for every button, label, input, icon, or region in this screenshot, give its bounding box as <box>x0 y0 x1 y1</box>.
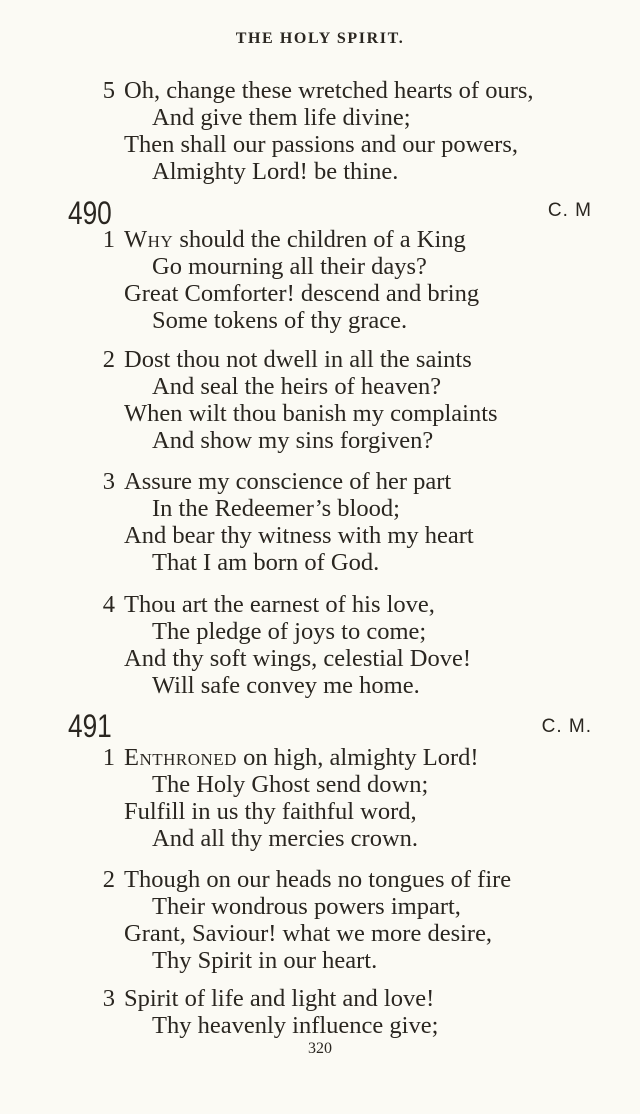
verse-line: And all thy mercies crown. <box>152 825 419 852</box>
verse-line: And show my sins forgiven? <box>152 427 434 454</box>
verse-line: Though on our heads no tongues of fire <box>124 866 512 893</box>
verse-number: 3 <box>102 985 115 1012</box>
verse-line: Thy heavenly influence give; <box>152 1012 439 1039</box>
verse-line: Thy Spirit in our heart. <box>152 947 378 974</box>
verse-line: Oh, change these wretched hearts of ours, <box>124 77 534 104</box>
verse-number: 2 <box>102 866 115 893</box>
verse-line: And bear thy witness with my heart <box>124 522 474 549</box>
verse-line-rest: on high, almighty Lord! <box>236 744 479 771</box>
verse-line <box>124 746 479 771</box>
verse-number: 4 <box>102 591 115 618</box>
verse-line: That I am born of God. <box>152 549 380 576</box>
verse-line: Grant, Saviour! what we more desire, <box>124 920 493 947</box>
verse-line: Will safe convey me home. <box>152 672 420 699</box>
verse-line: Their wondrous powers impart, <box>152 893 461 920</box>
verse-line: Assure my conscience of her part <box>124 468 452 495</box>
verse-line: The pledge of joys to come; <box>152 618 427 645</box>
hymn-number: 490 <box>68 195 112 231</box>
verse-number: 5 <box>102 77 115 104</box>
verse-first-word: Enthroned <box>124 744 237 771</box>
verse-line: And thy soft wings, celestial Dove! <box>124 645 472 672</box>
verse-line: Fulfill in us thy faithful word, <box>124 798 417 825</box>
verse-line: And give them life divine; <box>152 104 411 131</box>
page-number: 320 <box>308 1040 332 1057</box>
verse-line: In the Redeemer’s blood; <box>152 495 400 522</box>
verse-number: 3 <box>102 468 115 495</box>
verse-line: Almighty Lord! be thine. <box>152 158 399 185</box>
verse-line: Then shall our passions and our powers, <box>124 131 518 158</box>
verse-line: Great Comforter! descend and bring <box>124 280 480 307</box>
verse-line: Go mourning all their days? <box>152 253 427 280</box>
verse-line: The Holy Ghost send down; <box>152 771 429 798</box>
running-head: THE HOLY SPIRIT. <box>235 30 405 47</box>
verse-number: 1 <box>102 744 115 771</box>
hymn-meter: C. M <box>547 200 592 221</box>
verse-line: Dost thou not dwell in all the saints <box>124 346 472 373</box>
hymn-number: 491 <box>68 708 112 744</box>
verse-line: Thou art the earnest of his love, <box>124 591 435 618</box>
verse-line-rest: should the children of a King <box>173 226 466 253</box>
verse-line: Some tokens of thy grace. <box>152 307 408 334</box>
verse-line: Spirit of life and light and love! <box>124 985 435 1012</box>
verse-first-word: Why <box>124 226 174 253</box>
verse-line: When wilt thou banish my complaints <box>124 400 498 427</box>
hymn-meter: C. M. <box>541 716 592 737</box>
verse-line: And seal the heirs of heaven? <box>152 373 442 400</box>
verse-number: 2 <box>102 346 115 373</box>
verse-line <box>124 228 466 253</box>
verse-number: 1 <box>102 226 115 253</box>
